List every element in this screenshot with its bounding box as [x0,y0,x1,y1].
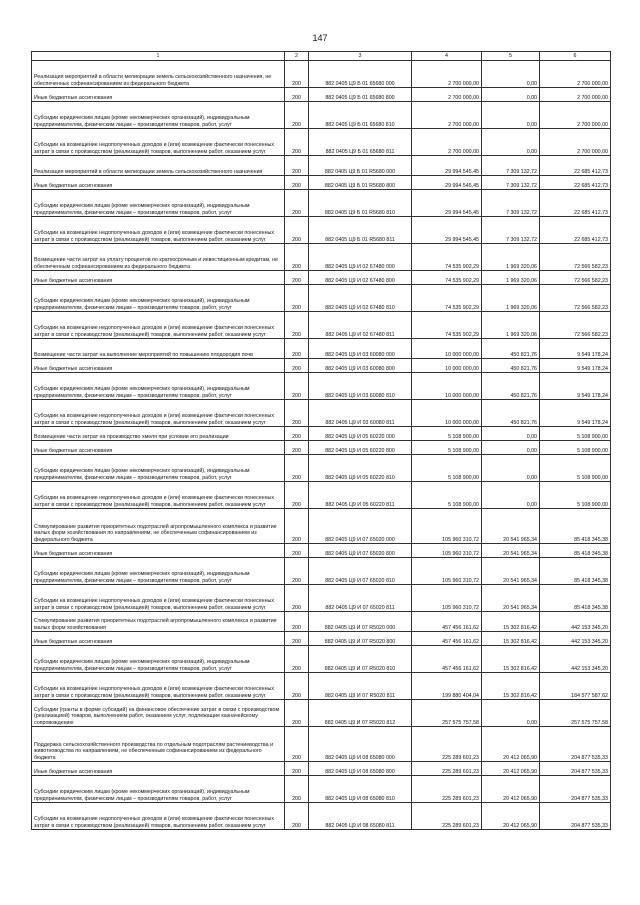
row-value-col6: 184 577 587,62 [540,673,611,700]
row-value-col4: 225 289 601,23 [412,803,482,830]
table-row [32,88,611,102]
row-value-col4: 5 108 900,00 [412,441,482,455]
row-value-col4: 2 700 000,00 [412,102,482,129]
row-budget-classification-code: 882 0405 Ц9 И 05 60220 800 [309,441,412,455]
row-grbs-code: 200 [285,700,309,727]
row-name: Стимулирование развития приоритетных подотраслей агропромышленного комплекса и развитие малых форм хозяйствования [32,612,285,632]
header-cell-3: 3 [309,52,412,61]
row-value-col5: 1 969 320,06 [482,271,540,285]
row-value-col6: 85 418 345,38 [540,544,611,558]
row-budget-classification-code: 882 0405 Ц9 И 07 65020 811 [309,585,412,612]
row-value-col4: 74 535 902,29 [412,285,482,312]
row-name: Субсидии на возмещение недополученных доходов и (или) возмещение фактически понесенных затрат в связи с производством (реализацией) товаров, выполнением работ, оказанием услуг [32,129,285,156]
row-grbs-code: 200 [285,427,309,441]
row-name: Субсидии на возмещение недополученных доходов и (или) возмещение фактически понесенных затрат в связи с производством (реализацией) товаров, выполнением работ, оказанием услуг [32,482,285,509]
row-value-col5: 20 541 965,34 [482,544,540,558]
budget-table [31,51,611,830]
row-grbs-code: 200 [285,803,309,830]
row-value-col4: 2 700 000,00 [412,88,482,102]
row-budget-classification-code: 882 0405 Ц9 И 08 65080 800 [309,762,412,776]
row-name: Субсидии на возмещение недополученных доходов и (или) возмещение фактически понесенных затрат в связи с производством (реализацией) товаров, выполнением работ, оказанием услуг [32,673,285,700]
row-value-col4: 105 960 310,72 [412,544,482,558]
row-value-col6: 9 549 178,24 [540,373,611,400]
row-name: Субсидии юридическим лицам (кроме некоммерческих организаций), индивидуальным предпринимателям, физическим лицам – производителям товаров, работ, услуг [32,373,285,400]
row-budget-classification-code: 882 0405 Ц9 И 02 67480 800 [309,271,412,285]
row-grbs-code: 200 [285,762,309,776]
table-row [32,558,611,585]
table-row [32,544,611,558]
row-name: Иные бюджетные ассигнования [32,544,285,558]
row-name: Субсидии юридическим лицам (кроме некоммерческих организаций), индивидуальным предпринимателям, физическим лицам – производителям товаров, работ, услуг [32,190,285,217]
row-grbs-code: 200 [285,373,309,400]
row-grbs-code: 200 [285,102,309,129]
row-budget-classification-code: 882 0405 Ц9 И 03 60080 811 [309,400,412,427]
row-value-col6: 2 700 000,00 [540,61,611,88]
row-budget-classification-code: 882 0405 Ц9 И 05 60220 811 [309,482,412,509]
table-row [32,102,611,129]
row-grbs-code: 200 [285,156,309,176]
row-name: Иные бюджетные ассигнования [32,271,285,285]
row-grbs-code: 200 [285,727,309,762]
row-value-col5: 20 412 065,90 [482,776,540,803]
row-value-col5: 0,00 [482,441,540,455]
table-row [32,427,611,441]
row-value-col6: 9 549 178,24 [540,339,611,359]
row-grbs-code: 200 [285,585,309,612]
row-budget-classification-code: 882 0405 Ц9 И 07 R5020 800 [309,632,412,646]
row-value-col6: 5 108 900,00 [540,441,611,455]
row-name: Субсидии юридическим лицам (кроме некоммерческих организаций), индивидуальным предпринимателям, физическим лицам – производителям товаров, работ, услуг [32,646,285,673]
row-name: Возмещение части затрат на производство хмеля при условии его реализации [32,427,285,441]
row-value-col5: 0,00 [482,700,540,727]
row-budget-classification-code: 882 0405 Ц9 И 07 R5020 812 [309,700,412,727]
row-grbs-code: 200 [285,244,309,271]
row-grbs-code: 200 [285,455,309,482]
row-value-col4: 457 456 161,62 [412,632,482,646]
row-value-col4: 5 108 900,00 [412,427,482,441]
row-value-col6: 85 418 345,38 [540,585,611,612]
row-grbs-code: 200 [285,312,309,339]
row-name: Иные бюджетные ассигнования [32,176,285,190]
table-row [32,156,611,176]
row-value-col4: 199 880 404,04 [412,673,482,700]
row-value-col6: 72 566 582,23 [540,285,611,312]
row-budget-classification-code: 882 0405 Ц9 И 07 65020 800 [309,544,412,558]
row-value-col4: 29 994 545,45 [412,217,482,244]
row-value-col5: 20 541 965,34 [482,558,540,585]
row-grbs-code: 200 [285,339,309,359]
row-grbs-code: 200 [285,61,309,88]
row-budget-classification-code: 882 0405 Ц9 Б 01 R5680 800 [309,176,412,190]
row-value-col6: 22 685 412,73 [540,217,611,244]
header-cell-1: 1 [32,52,285,61]
table-row [32,482,611,509]
table-row [32,646,611,673]
row-value-col5: 7 309 132,72 [482,156,540,176]
row-name: Субсидии на возмещение недополученных доходов и (или) возмещение фактически понесенных затрат в связи с производством (реализацией) товаров, выполнением работ, оказанием услуг [32,312,285,339]
row-value-col4: 2 700 000,00 [412,129,482,156]
row-value-col6: 9 549 178,24 [540,359,611,373]
row-value-col6: 204 877 535,33 [540,727,611,762]
row-value-col5: 0,00 [482,102,540,129]
table-row [32,373,611,400]
row-name: Субсидии на возмещение недополученных доходов и (или) возмещение фактически понесенных затрат в связи с производством (реализацией) товаров, выполнением работ, оказанием услуг [32,585,285,612]
row-value-col6: 22 685 412,73 [540,176,611,190]
page-number: 147 [312,33,328,43]
row-value-col6: 257 575 757,58 [540,700,611,727]
row-value-col4: 105 960 310,72 [412,509,482,544]
row-budget-classification-code: 882 0405 Ц9 И 08 65080 000 [309,727,412,762]
row-budget-classification-code: 882 0405 Ц9 И 08 65080 811 [309,803,412,830]
table-row [32,61,611,88]
row-value-col4: 74 535 902,29 [412,312,482,339]
row-grbs-code: 200 [285,673,309,700]
row-grbs-code: 200 [285,544,309,558]
row-value-col5: 1 969 320,06 [482,312,540,339]
row-budget-classification-code: 882 0405 Ц9 И 02 67480 000 [309,244,412,271]
row-name: Иные бюджетные ассигнования [32,762,285,776]
row-name: Субсидии юридическим лицам (кроме некоммерческих организаций), индивидуальным предпринимателям, физическим лицам – производителям товаров, работ, услуг [32,455,285,482]
row-value-col5: 1 969 320,06 [482,285,540,312]
row-value-col6: 72 566 582,23 [540,244,611,271]
row-value-col4: 105 960 310,72 [412,585,482,612]
row-grbs-code: 200 [285,88,309,102]
row-grbs-code: 200 [285,646,309,673]
row-value-col6: 72 566 582,23 [540,271,611,285]
row-value-col5: 450 821,76 [482,339,540,359]
row-value-col5: 0,00 [482,129,540,156]
row-value-col4: 225 289 601,23 [412,727,482,762]
row-value-col5: 450 821,76 [482,373,540,400]
row-grbs-code: 200 [285,217,309,244]
row-value-col5: 0,00 [482,482,540,509]
row-name: Иные бюджетные ассигнования [32,359,285,373]
header-cell-6: 6 [540,52,611,61]
row-grbs-code: 200 [285,285,309,312]
row-budget-classification-code: 882 0405 Ц9 И 07 R5020 811 [309,673,412,700]
row-value-col4: 10 000 000,00 [412,400,482,427]
row-value-col5: 450 821,76 [482,359,540,373]
row-value-col4: 257 575 757,58 [412,700,482,727]
row-value-col6: 22 685 412,73 [540,156,611,176]
table-row [32,312,611,339]
table-row [32,509,611,544]
row-value-col5: 15 302 816,42 [482,673,540,700]
table-row [32,455,611,482]
row-value-col5: 7 309 132,72 [482,190,540,217]
header-cell-4: 4 [412,52,482,61]
row-budget-classification-code: 882 0405 Ц9 И 07 R5020 000 [309,612,412,632]
row-value-col4: 225 289 601,23 [412,776,482,803]
row-grbs-code: 200 [285,441,309,455]
row-value-col5: 20 412 065,90 [482,803,540,830]
header-cell-5: 5 [482,52,540,61]
row-value-col5: 450 821,76 [482,400,540,427]
row-budget-classification-code: 882 0405 Ц9 Б 01 R5680 000 [309,156,412,176]
row-budget-classification-code: 882 0405 Ц9 И 05 60220 000 [309,427,412,441]
row-grbs-code: 200 [285,400,309,427]
row-value-col6: 2 700 000,00 [540,88,611,102]
row-value-col5: 15 302 816,42 [482,632,540,646]
table-row [32,271,611,285]
row-value-col6: 5 108 900,00 [540,482,611,509]
row-value-col6: 442 153 345,20 [540,632,611,646]
row-budget-classification-code: 882 0405 Ц9 И 07 R5020 810 [309,646,412,673]
row-budget-classification-code: 882 0405 Ц9 И 07 65020 000 [309,509,412,544]
row-name: Субсидии юридическим лицам (кроме некоммерческих организаций), индивидуальным предпринимателям, физическим лицам – производителям товаров, работ, услуг [32,102,285,129]
row-grbs-code: 200 [285,776,309,803]
row-value-col5: 15 302 816,42 [482,646,540,673]
table-row [32,673,611,700]
row-grbs-code: 200 [285,632,309,646]
row-grbs-code: 200 [285,612,309,632]
row-budget-classification-code: 882 0405 Ц9 И 08 65080 810 [309,776,412,803]
row-value-col5: 0,00 [482,455,540,482]
row-value-col6: 2 700 000,00 [540,102,611,129]
row-name: Иные бюджетные ассигнования [32,632,285,646]
row-value-col6: 85 418 345,38 [540,558,611,585]
table-row [32,727,611,762]
row-budget-classification-code: 882 0405 Ц9 И 02 67480 810 [309,285,412,312]
row-value-col6: 204 877 535,33 [540,776,611,803]
row-grbs-code: 200 [285,509,309,544]
row-value-col4: 29 994 545,45 [412,176,482,190]
row-value-col4: 225 289 601,23 [412,762,482,776]
table-row [32,339,611,359]
table-row [32,585,611,612]
row-value-col4: 10 000 000,00 [412,339,482,359]
row-value-col6: 9 549 178,24 [540,400,611,427]
table-row [32,190,611,217]
table-row [32,129,611,156]
row-name: Иные бюджетные ассигнования [32,441,285,455]
row-value-col5: 0,00 [482,427,540,441]
row-budget-classification-code: 882 0405 Ц9 И 05 60220 810 [309,455,412,482]
row-name: Иные бюджетные ассигнования [32,88,285,102]
table-row [32,612,611,632]
row-value-col4: 10 000 000,00 [412,373,482,400]
row-value-col4: 457 456 161,62 [412,612,482,632]
row-budget-classification-code: 882 0405 Ц9 И 03 60080 810 [309,373,412,400]
table-row [32,176,611,190]
row-value-col4: 457 456 161,62 [412,646,482,673]
row-budget-classification-code: 882 0405 Ц9 И 02 67480 811 [309,312,412,339]
row-value-col6: 442 153 345,20 [540,612,611,632]
row-value-col5: 0,00 [482,88,540,102]
row-budget-classification-code: 882 0405 Ц9 Б 01 R5680 811 [309,217,412,244]
header-row [32,52,611,61]
row-value-col5: 20 412 065,90 [482,727,540,762]
row-value-col4: 10 000 000,00 [412,359,482,373]
row-budget-classification-code: 882 0405 Ц9 И 03 60080 000 [309,339,412,359]
row-name: Субсидии юридическим лицам (кроме некоммерческих организаций), индивидуальным предпринимателям, физическим лицам – производителям товаров, работ, услуг [32,558,285,585]
row-value-col4: 2 700 000,00 [412,61,482,88]
row-name: Субсидии юридическим лицам (кроме некоммерческих организаций), индивидуальным предпринимателям, физическим лицам – производителям товаров, работ, услуг [32,285,285,312]
row-value-col5: 20 412 065,90 [482,762,540,776]
row-value-col5: 7 309 132,72 [482,176,540,190]
table-row [32,762,611,776]
row-value-col4: 5 108 900,00 [412,455,482,482]
row-value-col4: 29 994 545,45 [412,156,482,176]
row-grbs-code: 200 [285,558,309,585]
row-grbs-code: 200 [285,176,309,190]
table-row [32,244,611,271]
table-row [32,285,611,312]
row-name: Поддержка сельскохозяйственного производства по отдельным подотраслям растениеводства и животноводства по направлениям, не обеспеченным софинансированием из федерального бюджета [32,727,285,762]
row-value-col6: 5 108 900,00 [540,455,611,482]
row-value-col5: 15 302 816,42 [482,612,540,632]
row-value-col5: 0,00 [482,61,540,88]
table-row [32,803,611,830]
table-row [32,776,611,803]
table-row [32,632,611,646]
row-budget-classification-code: 882 0405 Ц9 Б 01 R5680 810 [309,190,412,217]
header-cell-2: 2 [285,52,309,61]
row-name: Субсидии на возмещение недополученных доходов и (или) возмещение фактически понесенных затрат в связи с производством (реализацией) товаров, выполнением работ, оказанием услуг [32,217,285,244]
row-value-col5: 20 541 965,34 [482,585,540,612]
row-value-col6: 442 153 345,20 [540,646,611,673]
row-name: Возмещение части затрат на уплату процентов по краткосрочным и инвестиционным кредитам, не обеспеченным софинансированием из федерального бюджета [32,244,285,271]
table-row [32,700,611,727]
row-budget-classification-code: 882 0405 Ц9 Б 01 65680 810 [309,102,412,129]
row-value-col4: 74 535 902,29 [412,271,482,285]
row-grbs-code: 200 [285,359,309,373]
table-row [32,217,611,244]
row-budget-classification-code: 882 0405 Ц9 Б 01 65680 000 [309,61,412,88]
row-grbs-code: 200 [285,129,309,156]
row-name: Субсидии на возмещение недополученных доходов и (или) возмещение фактически понесенных затрат в связи с производством (реализацией) товаров, выполнением работ, оказанием услуг [32,400,285,427]
table-row [32,441,611,455]
row-name: Субсидии (гранты в форме субсидий) на финансовое обеспечение затрат в связи с производством (реализацией) товаров, выполнением работ, оказанием услуг, подлежащие казначейскому сопровождению [32,700,285,727]
row-name: Стимулирование развития приоритетных подотраслей агропромышленного комплекса и развитие малых форм хозяйствования по направлениям, не обеспеченным софинансированием из федерального бюджета [32,509,285,544]
row-budget-classification-code: 882 0405 Ц9 Б 01 65680 800 [309,88,412,102]
row-value-col5: 20 541 965,34 [482,509,540,544]
row-name: Реализация мероприятий в области мелиорации земель сельскохозяйственного назначения [32,156,285,176]
row-budget-classification-code: 882 0405 Ц9 И 03 60080 800 [309,359,412,373]
row-value-col6: 5 108 900,00 [540,427,611,441]
table-row [32,400,611,427]
row-value-col6: 2 700 000,00 [540,129,611,156]
row-grbs-code: 200 [285,271,309,285]
row-name: Реализация мероприятий в области мелиорации земель сельскохозяйственного назначения, не обеспеченных софинансированием из федерального бюджета [32,61,285,88]
row-value-col4: 74 535 902,29 [412,244,482,271]
row-value-col6: 72 566 582,23 [540,312,611,339]
row-value-col5: 7 309 132,72 [482,217,540,244]
table-row [32,359,611,373]
row-grbs-code: 200 [285,482,309,509]
row-budget-classification-code: 882 0405 Ц9 Б 01 65680 811 [309,129,412,156]
row-name: Субсидии на возмещение недополученных доходов и (или) возмещение фактически понесенных затрат в связи с производством (реализацией) товаров, выполнением работ, оказанием услуг [32,803,285,830]
row-value-col4: 105 960 310,72 [412,558,482,585]
row-value-col6: 204 877 535,33 [540,803,611,830]
row-value-col4: 5 108 900,00 [412,482,482,509]
row-value-col4: 29 994 545,45 [412,190,482,217]
row-grbs-code: 200 [285,190,309,217]
row-value-col6: 85 418 345,38 [540,509,611,544]
row-name: Субсидии юридическим лицам (кроме некоммерческих организаций), индивидуальным предпринимателям, физическим лицам – производителям товаров, работ, услуг [32,776,285,803]
row-budget-classification-code: 882 0405 Ц9 И 07 65020 810 [309,558,412,585]
table-body [32,61,611,830]
row-name: Возмещение части затрат на выполнение мероприятий по повышению плодородия почв [32,339,285,359]
row-value-col6: 22 685 412,73 [540,190,611,217]
row-value-col5: 1 969 320,06 [482,244,540,271]
row-value-col6: 204 877 535,33 [540,762,611,776]
